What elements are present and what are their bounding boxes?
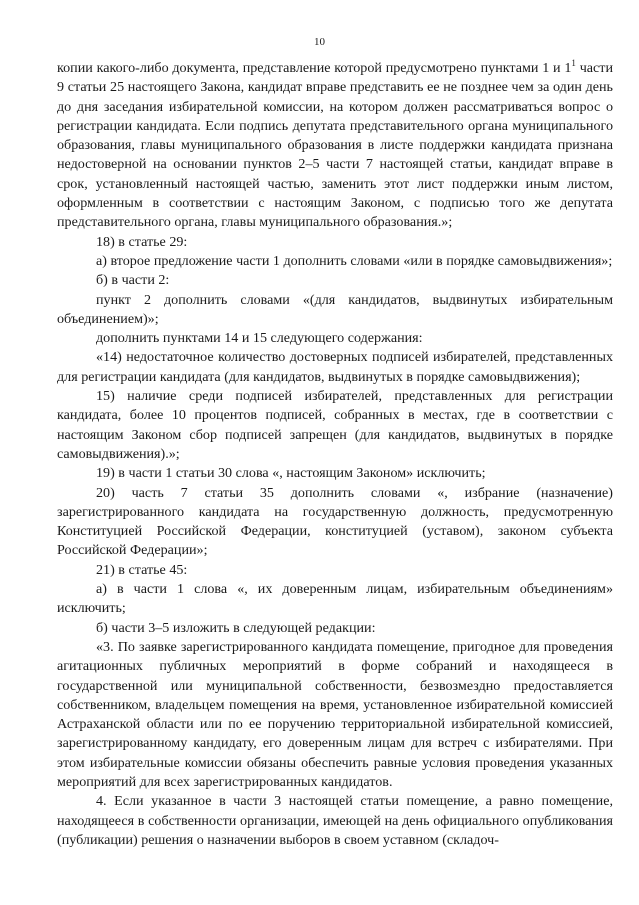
paragraph xyxy=(57,561,613,580)
page-number: 10 xyxy=(314,36,325,48)
superscript: 1 xyxy=(571,58,576,68)
paragraph xyxy=(57,638,613,792)
paragraph-text: 21) в статье 45: xyxy=(96,561,188,578)
paragraph-text: а) второе предложение части 1 дополнить словами «или в порядке самовыдвижения»; xyxy=(96,252,613,269)
paragraph xyxy=(57,792,613,850)
paragraph xyxy=(57,387,613,464)
paragraph xyxy=(57,291,613,330)
paragraph xyxy=(57,329,613,348)
paragraph-text: «3. По заявке зарегистрированного кандидата помещение, пригодное для проведения агитационных публичных мероприятий в форме собраний и находящееся в государственной или муниципальной собственности, безвозмездно предоставляется собственником, владельцем помещения на время, установленное избирательной комиссией Астраханской области или по ее поручению территориальной избирательной комиссией, зарегистрированному кандидату, его доверенным лицам для встреч с избирателями. При этом избирательные комиссии обязаны обеспечить равные условия проведения указанных мероприятий для всех зарегистрированных кандидатов. xyxy=(57,638,613,790)
paragraph-text: дополнить пунктами 14 и 15 следующего содержания: xyxy=(96,330,423,347)
paragraph-text: а) в части 1 слова «, их доверенным лицам, избирательным объединениям» исключить; xyxy=(57,581,613,617)
paragraph xyxy=(57,619,613,638)
paragraph-text: 4. Если указанное в части 3 настоящей статьи помещение, а равно помещение, находящееся в собственности организации, имеющей на день официального опубликования (публикации) решения о назначении выборов в своем уставном (складоч- xyxy=(57,793,613,848)
paragraph xyxy=(57,484,613,561)
paragraph-text: 19) в части 1 статьи 30 слова «, настоящим Законом» исключить; xyxy=(96,465,486,482)
paragraph-text: б) части 3–5 изложить в следующей редакции: xyxy=(96,619,376,636)
paragraph-text: б) в части 2: xyxy=(96,272,170,289)
paragraph xyxy=(57,233,613,252)
paragraph-text: 15) наличие среди подписей избирателей, представленных для регистрации кандидата, более 10 процентов подписей, собранных в местах, где в соответствии с настоящим Законом сбор подписей запрещен (для кандидатов, выдвинутых в порядке самовыдвижения).»; xyxy=(57,388,613,462)
paragraph xyxy=(57,59,613,233)
paragraph-text-continued: части 9 статьи 25 настоящего Закона, кандидат вправе представить ее не позднее чем за один день до дня заседания избирательной комиссии, на котором должен рассматриваться вопрос о регистрации кандидата. Если подпись депутата представительного органа муниципального образования, главы муниципального образования в листе поддержки кандидата признана недостоверной на основании пунктов 2–5 части 7 настоящей статьи, кандидат вправе в срок, установленный настоящей частью, заменить этот лист поддержки иным листом, оформленным в соответствии с настоящим Законом, с подписью того же депутата представительного органа, главы муниципального образования.»; xyxy=(57,60,613,231)
paragraph-text: копии какого-либо документа, представление которой предусмотрено пунктами 1 и 1 xyxy=(57,60,572,76)
document-body xyxy=(57,59,613,850)
paragraph-text: 18) в статье 29: xyxy=(96,233,188,250)
paragraph-text: 20) часть 7 статьи 35 дополнить словами «, избрание (назначение) зарегистрированного кандидата на государственную должность, предусмотренную Конституцией Российской Федерации, конституцией (уставом), законом субъекта Российской Федерации»; xyxy=(57,484,613,559)
paragraph-text: «14) недостаточное количество достоверных подписей избирателей, представленных для регистрации кандидата (для кандидатов, выдвинутых в порядке самовыдвижения); xyxy=(57,349,613,385)
paragraph xyxy=(57,252,613,271)
paragraph-text: пункт 2 дополнить словами «(для кандидатов, выдвинутых избирательным объединением)»; xyxy=(57,291,613,327)
paragraph xyxy=(57,580,613,619)
paragraph xyxy=(57,464,613,483)
paragraph xyxy=(57,271,613,290)
paragraph xyxy=(57,348,613,387)
